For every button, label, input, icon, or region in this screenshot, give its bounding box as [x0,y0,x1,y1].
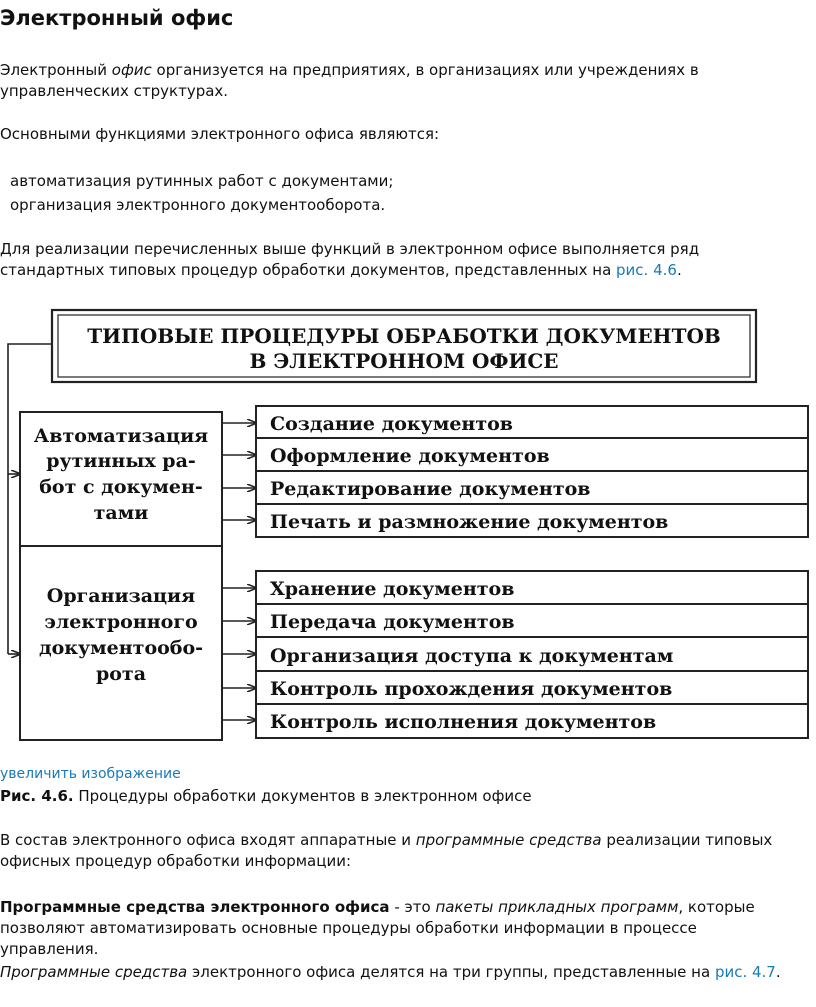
groups-paragraph [0,962,800,983]
procedure-item-label: Передача документов [270,611,515,633]
groups-emphasis: Программные средства [0,963,188,981]
functions-intro: Основными функциями электронного офиса являются: [0,125,440,143]
software-text: - это [389,898,436,916]
groups-text-end: . [775,963,781,981]
procedure-item-label: Хранение документов [270,578,515,600]
group-label-line: рутинных ра- [46,450,196,472]
procedures-text-end: . [676,261,682,279]
group-docflow-box [20,546,222,740]
group-label-line: тами [93,502,149,524]
composition-emphasis: программные средства [415,831,602,849]
procedure-item-label: Создание документов [270,413,513,435]
figure-4-6-link[interactable]: рис. 4.6 [616,261,677,279]
procedures-paragraph [0,239,800,281]
procedure-item [222,471,808,504]
group-label-line: документообо- [38,637,204,659]
group-automation-box [20,412,222,546]
figure-caption-text: Процедуры обработки документов в электронном офисе [73,787,532,805]
figure-4-7-link[interactable]: рис. 4.7 [714,963,776,981]
software-emphasis: пакеты прикладных программ [435,898,679,916]
diagram-header-line: ТИПОВЫЕ ПРОЦЕДУРЫ ОБРАБОТКИ ДОКУМЕНТОВ [87,324,721,348]
procedures-text: Для реализации перечисленных выше функций в электронном офисе выполняется ряд стандартных типовых процедур обработки документов, представленных на [0,240,700,279]
procedure-item [222,571,808,604]
procedure-item-label: Печать и размножение документов [270,511,669,533]
procedure-item [222,406,808,438]
group-label-line: электронного [44,611,198,633]
group-label-line: бот с докумен- [39,476,203,498]
procedure-item-label: Организация доступа к документам [270,645,674,667]
group-label-line: Автоматизация [33,425,209,447]
procedure-item [222,438,808,471]
procedures-diagram [0,300,816,750]
groups-text: электронного офиса делятся на три группы, представленные на [187,963,715,981]
figure-caption-number: Рис. 4.6. [0,787,74,805]
intro-text-end: организуется на предприятиях, в организациях или учреждениях в управленческих структурах. [0,61,699,100]
procedure-item-label: Контроль исполнения документов [270,711,657,733]
diagram-header-line: В ЭЛЕКТРОННОМ ОФИСЕ [249,349,559,373]
zoom-image-link[interactable]: увеличить изображение [0,766,181,782]
procedure-item [222,704,808,738]
software-paragraph [0,897,800,960]
procedure-item-label: Редактирование документов [270,478,591,500]
page-title: Электронный офис [0,6,234,30]
function-item: организация электронного документооборота. [10,196,386,214]
intro-text-start: Электронный [0,61,112,79]
diagram-header [52,310,756,382]
group-label-line: Организация [46,585,196,607]
intro-paragraph [0,60,800,102]
group-label-line: рота [95,663,147,685]
composition-paragraph [0,830,800,872]
software-text-end: , которые позволяют автоматизировать основные процедуры обработки информации в процессе управления. [0,898,755,958]
procedure-item [222,604,808,637]
figure-caption [0,786,800,807]
procedure-item [222,637,808,671]
software-term: Программные средства электронного офиса [0,898,390,916]
function-item: автоматизация рутинных работ с документами; [10,172,394,190]
composition-text: В состав электронного офиса входят аппаратные и [0,831,416,849]
intro-emphasis: офис [111,61,152,79]
procedure-item [222,504,808,537]
procedure-item-label: Оформление документов [270,445,550,467]
procedure-item [222,671,808,704]
composition-text-end: реализации типовых офисных процедур обработки информации: [0,831,773,870]
procedure-item-label: Контроль прохождения документов [270,678,673,700]
